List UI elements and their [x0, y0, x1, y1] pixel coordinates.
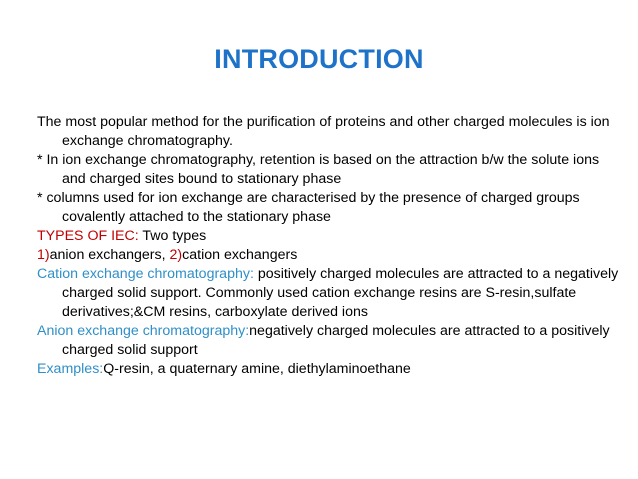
paragraph-intro-text: The most popular method for the purification of proteins and other charged molecules is ion exchange chromatography.	[37, 114, 610, 149]
paragraph-exchanger-list	[37, 246, 622, 265]
paragraph-columns-text: * columns used for ion exchange are characterised by the presence of charged groups covalently attached to the stationary phase	[37, 190, 580, 225]
cation-exchange-text: positively charged molecules are attracted to a negatively charged solid support. Commonly used cation exchange resins are S-resin,sulfate derivatives;&CM resins, carboxylate derived ions	[62, 266, 619, 320]
paragraph-intro	[37, 113, 622, 151]
paragraph-cation-exchange	[37, 265, 622, 322]
paragraph-anion-exchange	[37, 322, 622, 360]
examples-text: Q-resin, a quaternary amine, diethylaminoethane	[103, 361, 411, 377]
types-label: TYPES OF IEC:	[37, 228, 139, 244]
types-text: Two types	[138, 228, 207, 244]
paragraph-retention-text: * In ion exchange chromatography, retention is based on the attraction b/w the solute ions and charged sites bound to stationary phase	[37, 152, 600, 187]
slide-title: INTRODUCTION	[214, 44, 424, 74]
paragraph-columns	[37, 189, 622, 227]
list-item-cation: cation exchangers	[182, 247, 298, 263]
anion-exchange-text: negatively charged molecules are attracted to a positively charged solid support	[62, 323, 610, 358]
paragraph-types	[37, 227, 622, 246]
cation-exchange-label: Cation exchange chromatography:	[37, 266, 254, 282]
examples-label: Examples:	[37, 361, 104, 377]
slide-body	[37, 113, 622, 379]
list-number-2: 2)	[169, 247, 183, 263]
paragraph-retention	[37, 151, 622, 189]
list-number-1: 1)	[37, 247, 50, 263]
anion-exchange-label: Anion exchange chromatography:	[37, 323, 250, 339]
list-item-anion: anion exchangers,	[49, 247, 170, 263]
paragraph-examples	[37, 360, 622, 379]
